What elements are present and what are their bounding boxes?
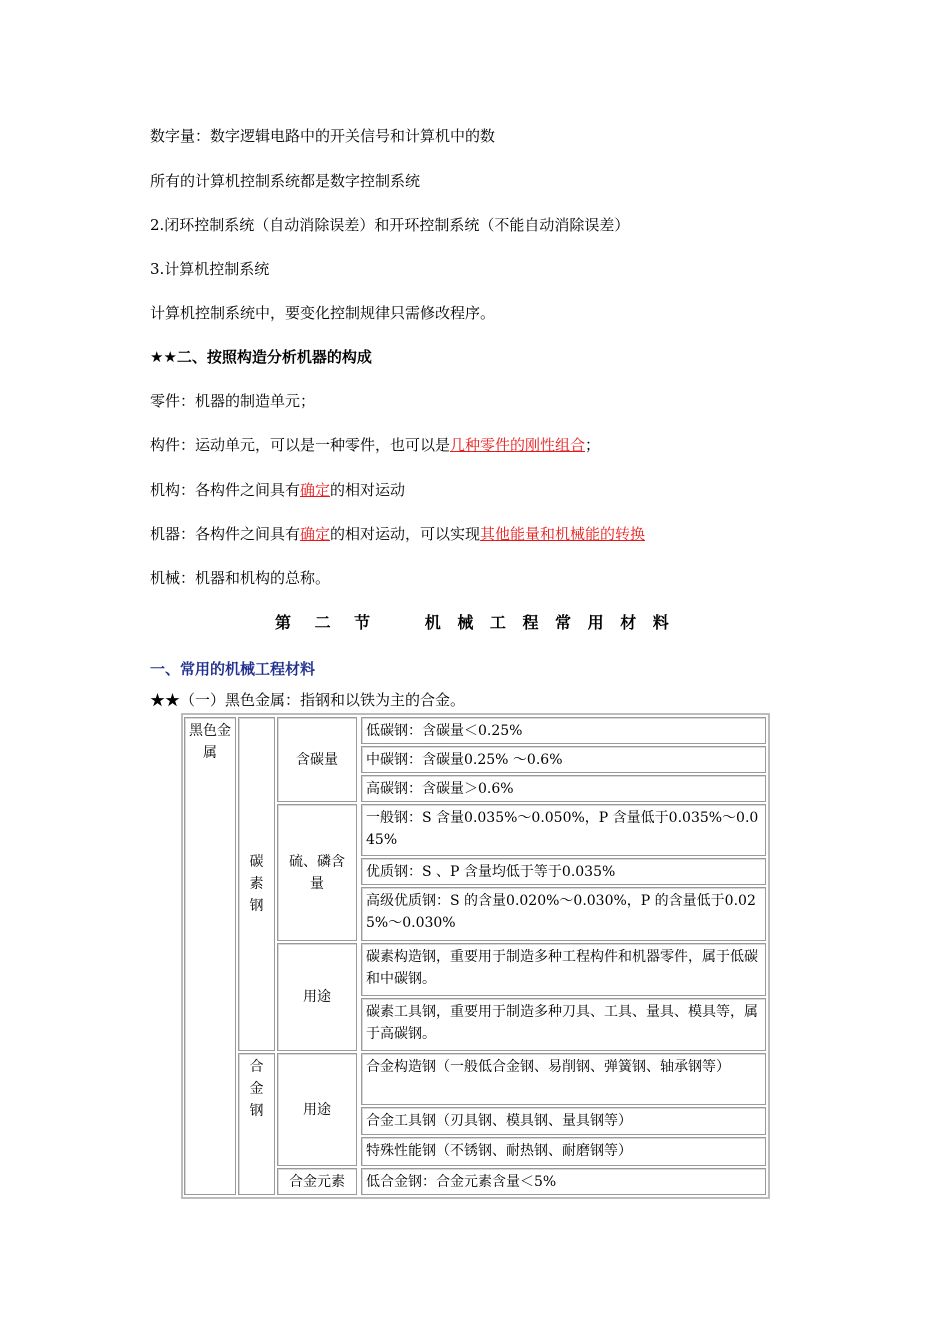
title-char: 料 [652,613,669,632]
component-pre: 构件：运动单元，可以是一种零件，也可以是 [150,436,451,454]
title-char: 二 [314,613,331,632]
cell-usage-carbon: 用途 [277,943,357,1051]
cell-quality-steel: 优质钢：S 、P 含量均低于等于0.035% [361,858,766,885]
cell-special-steel: 特殊性能钢（不锈钢、耐热钢、耐磨钢等） [361,1137,766,1166]
para-component [150,435,600,455]
machine-red2: 其他能量和机械能的转换 [480,525,646,543]
mechanism-post: 的相对运动 [330,481,406,499]
title-char: 程 [522,613,539,632]
title-char: 常 [555,613,572,632]
cell-sp-content: 硫、磷含量 [277,804,357,941]
cell-usage-alloy: 用途 [277,1053,357,1166]
para-computer-control: 所有的计算机控制系统都是数字控制系统 [150,172,421,190]
cell-general-steel: 一般钢：S 含量0.035%～0.050%，P 含量低于0.035%～0.045% [361,804,766,856]
cell-carbon-content: 含碳量 [277,717,357,802]
cell-low-carbon: 低碳钢：含碳量＜0.25% [361,717,766,744]
title-char: 节 [354,613,371,632]
cell-alloy-structural: 合金构造钢（一般低合金钢、易削钢、弹簧钢、轴承钢等） [361,1053,766,1105]
cell-alloy-tool: 合金工具钢（刃具钢、模具钢、量具钢等） [361,1107,766,1135]
cell-carbon-tool: 碳素工具钢，重要用于制造多种刀具、工具、量具、模具等，属于高碳钢。 [361,998,766,1051]
title-char: 第 [275,613,292,632]
component-red: 几种零件的刚性组合 [450,436,586,454]
mechanism-pre: 机构：各构件之间具有 [150,481,301,499]
title-char: 工 [489,613,506,632]
machine-red1: 确定 [300,525,331,543]
title-char: 机 [424,613,441,632]
cell-mid-carbon: 中碳钢：含碳量0.25% ～0.6% [361,746,766,773]
cell-alloy-steel: 合金钢 [238,1053,275,1195]
cell-low-alloy: 低合金钢：合金元素含量＜5% [361,1168,766,1195]
para-machine [150,524,645,544]
section-title [275,610,673,633]
para-computer-control-system: 3.计算机控制系统 [150,260,270,278]
para-mechanism [150,480,405,500]
para-program-change: 计算机控制系统中，要变化控制规律只需修改程序。 [150,304,496,322]
cell-ferrous-metal: 黑色金属 [184,717,236,1195]
para-closed-loop: 2.闭环控制系统（自动消除误差）和开环控制系统（不能自动消除误差） [150,216,630,234]
cell-high-carbon: 高碳钢：含碳量＞0.6% [361,775,766,802]
section-heading: 一、常用的机械工程材料 [150,660,316,678]
ferrous-metals-table [181,713,770,1199]
cell-carbon-steel: 碳素钢 [238,717,275,1051]
para-machinery: 机械：机器和机构的总称。 [150,569,331,587]
title-char: 械 [457,613,474,632]
cell-high-quality-steel: 高级优质钢：S 的含量0.020%～0.030%，P 的含量低于0.025%～0.030% [361,887,766,941]
mechanism-red: 确定 [300,481,331,499]
component-post: ； [585,436,601,454]
para-part: 零件：机器的制造单元； [150,392,316,410]
cell-carbon-structural: 碳素构造钢，重要用于制造多种工程构件和机器零件，属于低碳和中碳钢。 [361,943,766,996]
machine-mid: 的相对运动，可以实现 [330,525,481,543]
title-char: 材 [620,613,637,632]
cell-alloy-elements: 合金元素 [277,1168,357,1195]
heading-machine-composition: ★★二、按照构造分析机器的构成 [150,348,372,366]
machine-pre: 机器：各构件之间具有 [150,525,301,543]
title-char: 用 [587,613,604,632]
ferrous-intro: ★★（一）黑色金属：指钢和以铁为主的合金。 [150,691,466,709]
para-digital-quantity: 数字量：数字逻辑电路中的开关信号和计算机中的数 [150,127,496,145]
